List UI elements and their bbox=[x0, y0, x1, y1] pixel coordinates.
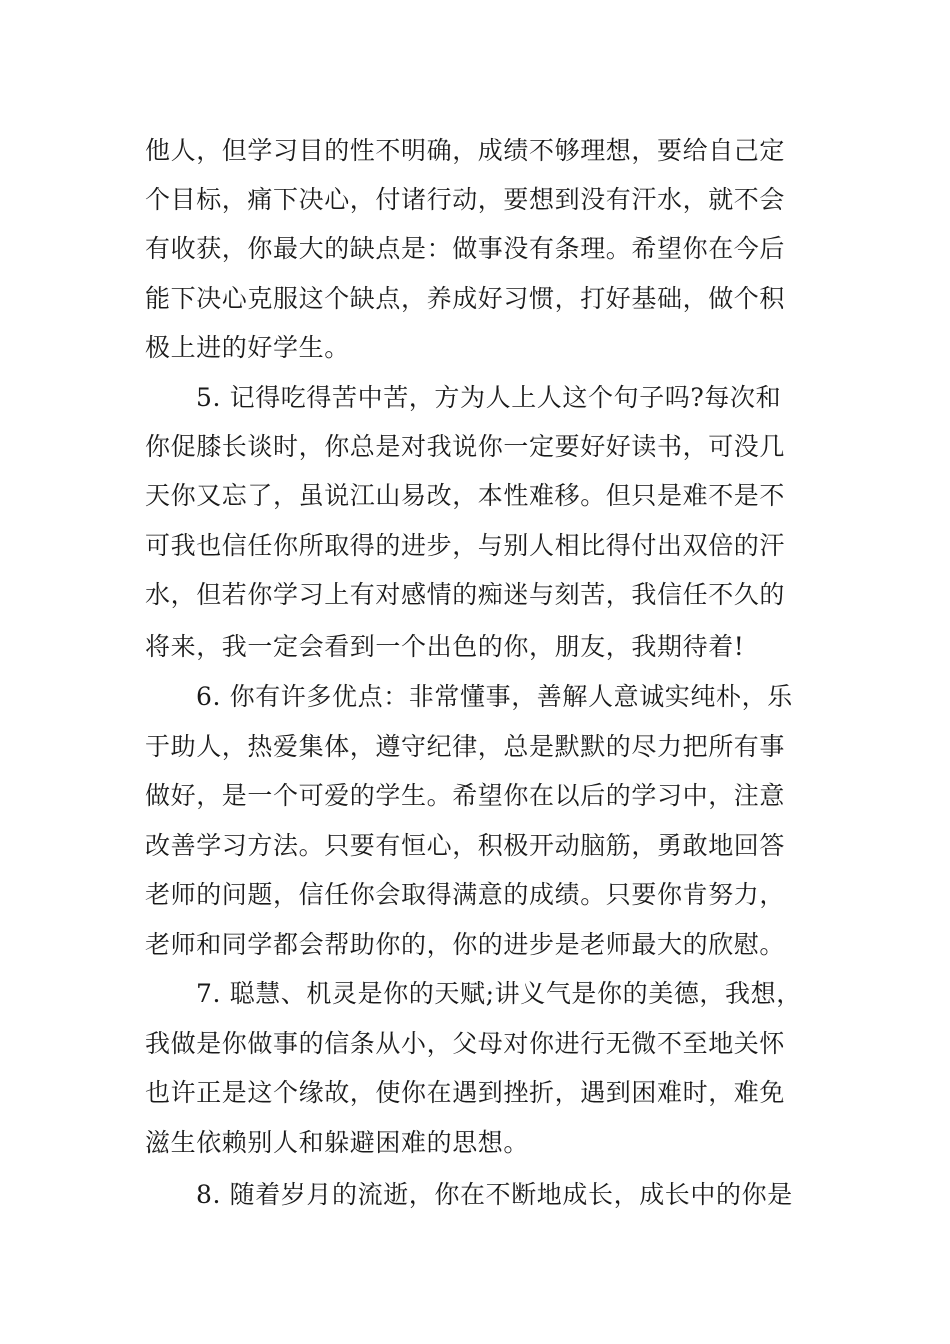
text-line: 水，但若你学习上有对感情的痴迷与刻苦，我信任不久的 bbox=[145, 580, 786, 609]
text-line: 个目标，痛下决心，付诸行动，要想到没有汗水，就不会 bbox=[145, 185, 786, 214]
text-line: 将来，我一定会看到一个出色的你，朋友，我期待着! bbox=[145, 632, 745, 661]
text-line: 他人，但学习目的性不明确，成绩不够理想，要给自己定 bbox=[145, 136, 786, 165]
text-line: 你促膝长谈时，你总是对我说你一定要好好读书，可没几 bbox=[145, 432, 786, 461]
text-line: 也许正是这个缘故，使你在遇到挫折，遇到困难时，难免 bbox=[145, 1078, 786, 1107]
text-line: 改善学习方法。只要有恒心，积极开动脑筋，勇敢地回答 bbox=[145, 831, 786, 860]
paragraph-start-line: 7. 聪慧、机灵是你的天赋;讲义气是你的美德，我想， bbox=[196, 979, 802, 1008]
paragraph-start-line: 5. 记得吃得苦中苦，方为人上人这个句子吗?每次和 bbox=[196, 383, 782, 412]
text-line: 极上进的好学生。 bbox=[145, 333, 350, 362]
text-line: 滋生依赖别人和躲避困难的思想。 bbox=[145, 1128, 530, 1157]
text-line: 天你又忘了，虽说江山易改，本性难移。但只是难不是不 bbox=[145, 481, 786, 510]
text-line: 老师的问题，信任你会取得满意的成绩。只要你肯努力， bbox=[145, 880, 786, 909]
text-line: 能下决心克服这个缺点，养成好习惯，打好基础，做个积 bbox=[145, 284, 786, 313]
paragraph-start-line: 6. 你有许多优点：非常懂事，善解人意诚实纯朴，乐 bbox=[196, 682, 793, 711]
text-line: 有收获，你最大的缺点是：做事没有条理。希望你在今后 bbox=[145, 234, 786, 263]
text-line: 于助人，热爱集体，遵守纪律，总是默默的尽力把所有事 bbox=[145, 732, 786, 761]
text-line: 老师和同学都会帮助你的，你的进步是老师最大的欣慰。 bbox=[145, 930, 786, 959]
text-line: 做好，是一个可爱的学生。希望你在以后的学习中，注意 bbox=[145, 781, 786, 810]
paragraph-start-line: 8. 随着岁月的流逝，你在不断地成长，成长中的你是 bbox=[196, 1180, 793, 1209]
text-line: 可我也信任你所取得的进步，与别人相比得付出双倍的汗 bbox=[145, 531, 786, 560]
text-line: 我做是你做事的信条从小，父母对你进行无微不至地关怀 bbox=[145, 1029, 786, 1058]
